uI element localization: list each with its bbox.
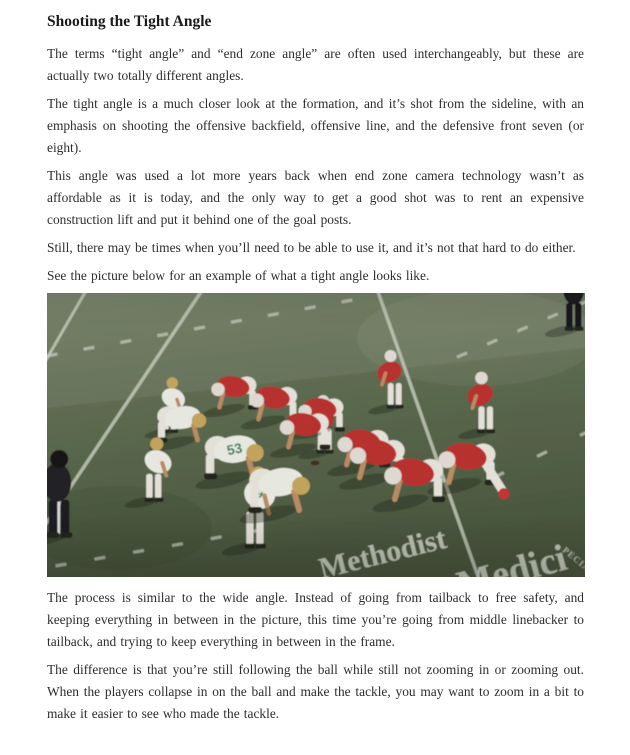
paragraph-4: Still, there may be times when you’ll need to be able to use it, and it’s not that hard to do either.	[47, 240, 576, 255]
tight-angle-photo	[47, 293, 585, 577]
football-photo-svg	[47, 293, 585, 577]
paragraph-6: The process is similar to the wide angle. Instead of going from tailback to free safety, and keeping everything in between in the picture, this time you’re going from middle linebacker to tailback, and trying to keep everything in between in the frame.	[47, 590, 584, 649]
paragraph-2: The tight angle is a much closer look at the formation, and it’s shot from the sideline, with an emphasis on shooting the offensive backfield, offensive line, and the defensive front seven (or eight).	[47, 96, 584, 155]
paragraph-7: The difference is that you’re still following the ball while still not zooming in or zooming out. When the players collapse in on the ball and make the tackle, you may want to zoom in a bit to make it easier to see who made the tackle.	[47, 662, 584, 721]
paragraph-3: This angle was used a lot more years back when end zone camera technology wasn’t as affordable as it is today, and the only way to get a good shot was to rent an expensive construction lift and put it behind one of the goal posts.	[47, 168, 584, 227]
paragraph-1: The terms “tight angle” and “end zone angle” are often used interchangeably, but these are actually two totally different angles.	[47, 46, 584, 83]
paragraph-5: See the picture below for an example of what a tight angle looks like.	[47, 268, 430, 283]
photo-vignette	[47, 293, 585, 577]
page-title: Shooting the Tight Angle	[47, 13, 212, 30]
